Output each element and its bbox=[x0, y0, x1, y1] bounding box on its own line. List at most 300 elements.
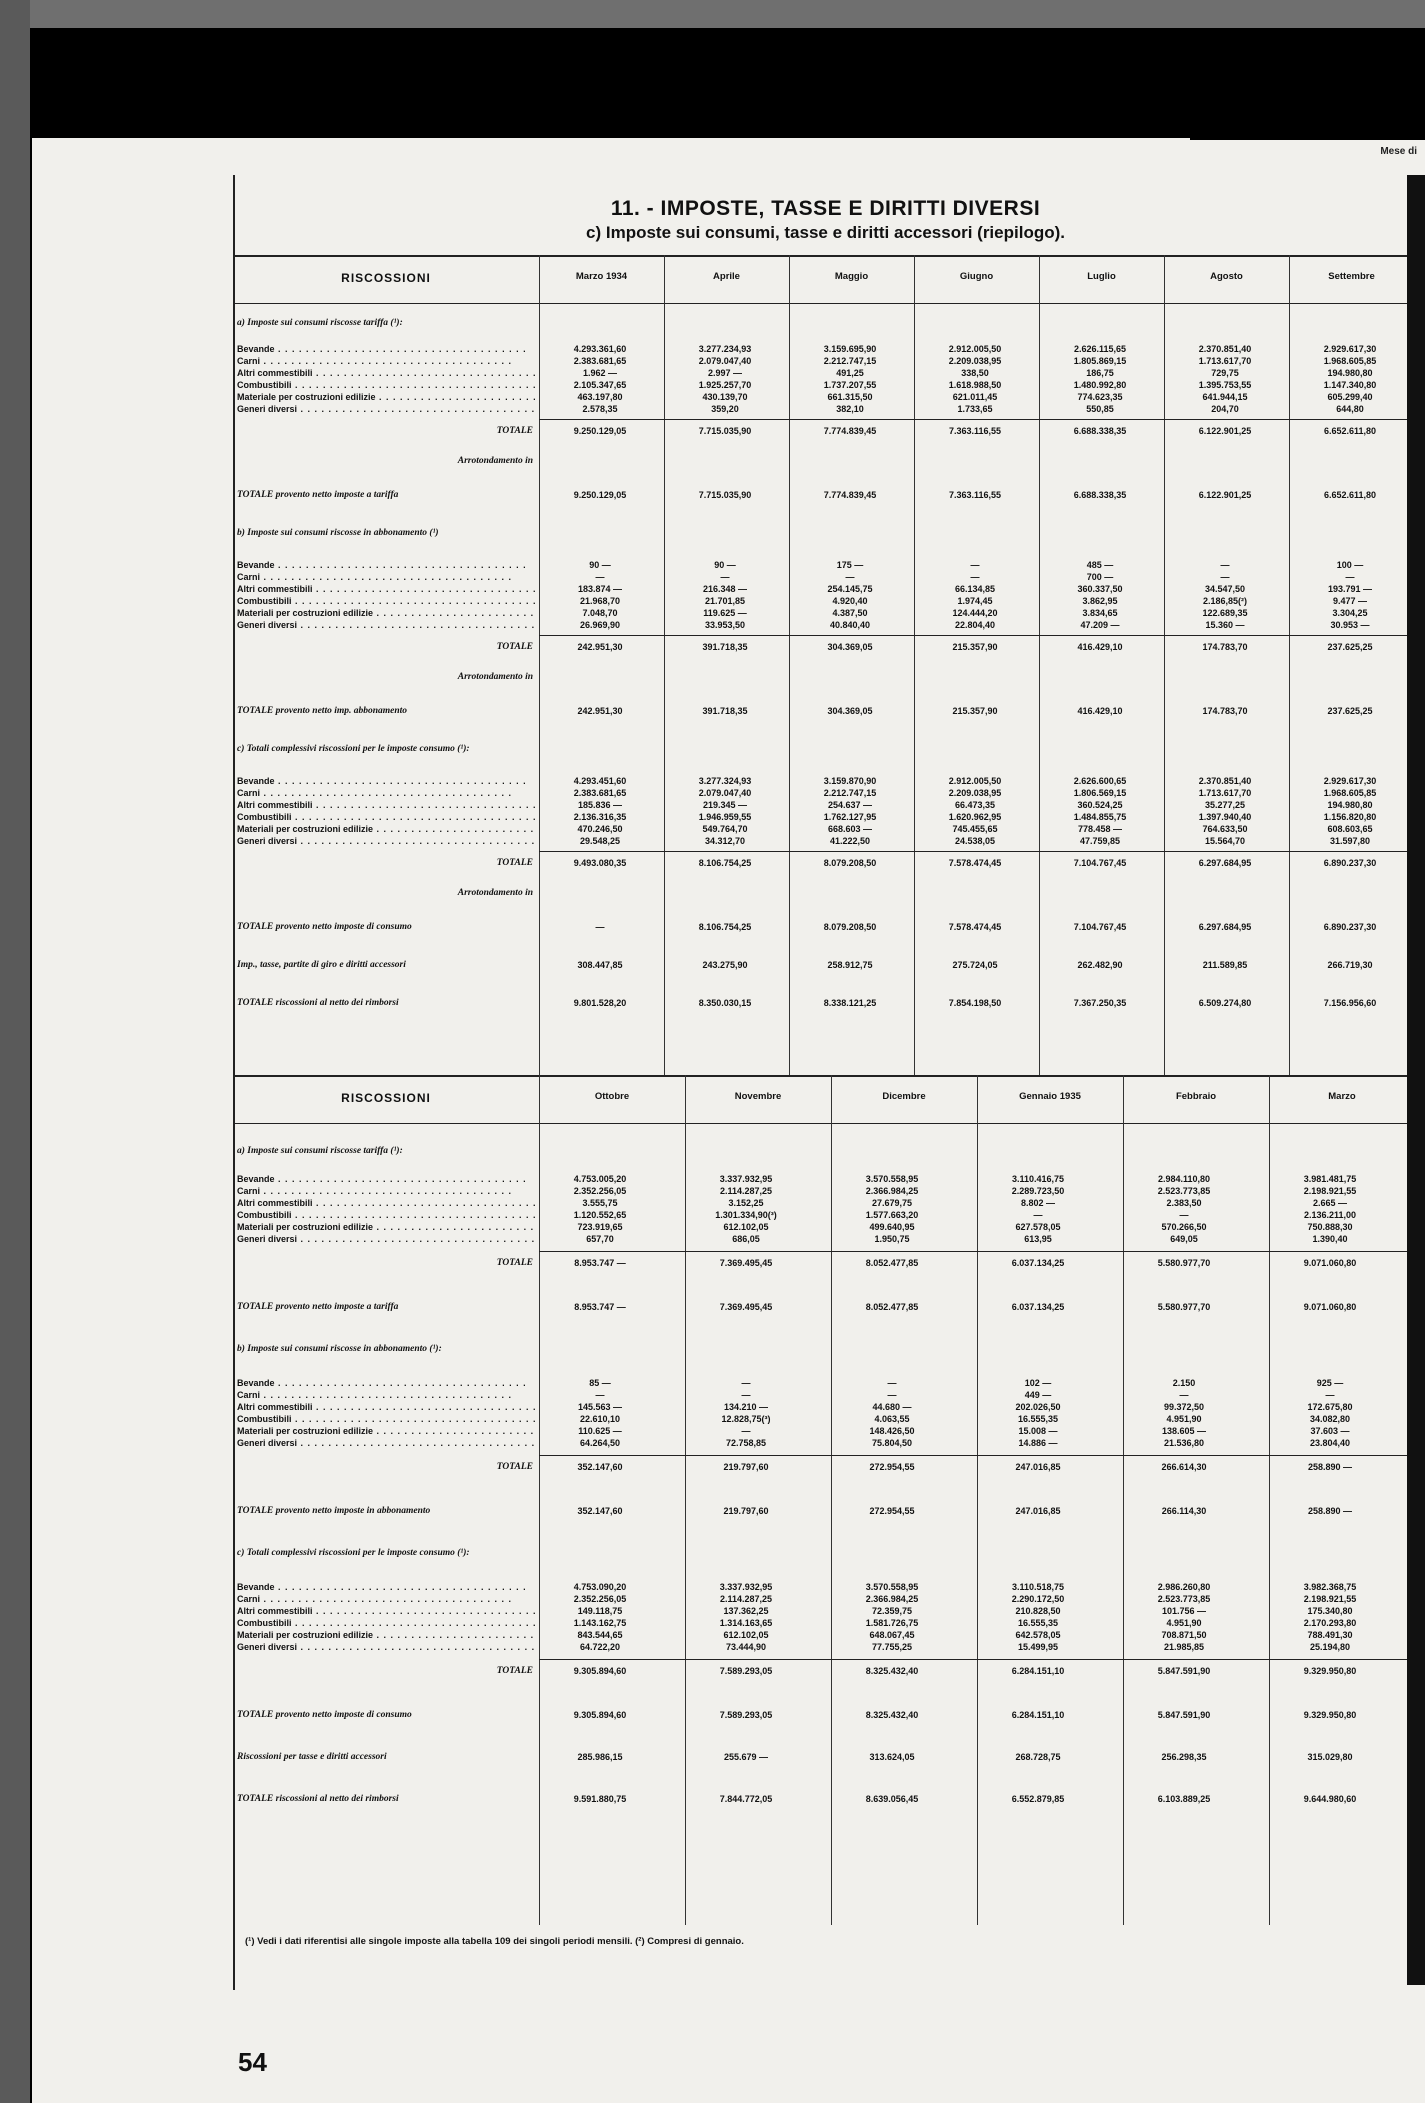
row-label: TOTALE provento netto imposte di consumo bbox=[237, 1710, 412, 1720]
table-cell: 2.114.287,25 bbox=[719, 1186, 773, 1196]
table-cell: 430.139,70 bbox=[702, 392, 748, 402]
table-row bbox=[233, 1377, 1418, 1389]
table-row bbox=[233, 671, 1418, 683]
row-label: b) Imposte sui consumi riscosse in abbonamento (¹) bbox=[237, 528, 439, 538]
row-label: TOTALE provento netto imposte a tariffa bbox=[237, 1302, 399, 1312]
table-cell: 4.753.090,20 bbox=[573, 1582, 627, 1592]
row-label: TOTALE riscossioni al netto dei rimborsi bbox=[237, 1794, 399, 1804]
table-cell: 2.352.256,05 bbox=[573, 1186, 627, 1196]
table-cell: 64.722,20 bbox=[579, 1642, 621, 1652]
table-cell: 255.679 — bbox=[723, 1752, 769, 1762]
table-cell: 605.299,40 bbox=[1327, 392, 1373, 402]
table-cell: 1.577.663,20 bbox=[865, 1210, 919, 1220]
table-cell: 304.369,05 bbox=[827, 642, 873, 652]
table-cell: 122.689,35 bbox=[1202, 608, 1248, 618]
table-cell: 247.016,85 bbox=[1015, 1506, 1061, 1516]
table-cell: 9.250.129,05 bbox=[573, 490, 627, 500]
row-label: TOTALE provento netto imp. abbonamento bbox=[237, 706, 408, 716]
table-cell: 843.544,65 bbox=[577, 1630, 623, 1640]
table-cell: 657,70 bbox=[586, 1234, 614, 1244]
table-cell: 9.305.894,60 bbox=[573, 1710, 627, 1720]
table-row bbox=[233, 1173, 1418, 1185]
table-cell: 416.429,10 bbox=[1077, 706, 1123, 716]
table-cell: 41.222,50 bbox=[829, 836, 871, 846]
table-cell: 7.844.772,05 bbox=[719, 1794, 773, 1804]
table-cell: 7.367.250,35 bbox=[1073, 998, 1127, 1008]
table-cell: 1.737.207,55 bbox=[823, 380, 877, 390]
table-cell: 268.728,75 bbox=[1015, 1752, 1061, 1762]
table-cell: 1.301.334,90(³) bbox=[715, 1210, 777, 1220]
table-cell: 382,10 bbox=[836, 404, 864, 414]
table-cell: 3.159.695,90 bbox=[823, 344, 877, 354]
table-row bbox=[233, 921, 1418, 933]
table-cell: 2.170.293,80 bbox=[1303, 1618, 1357, 1628]
table-row bbox=[233, 1461, 1418, 1473]
table-cell: 3.152,25 bbox=[728, 1198, 764, 1208]
table-cell: 1.484.855,75 bbox=[1073, 812, 1127, 822]
row-label: TOTALE bbox=[496, 1258, 533, 1268]
table-cell: 6.122.901,25 bbox=[1198, 490, 1252, 500]
table-row bbox=[233, 1629, 1418, 1641]
table-cell: 40.840,40 bbox=[829, 620, 871, 630]
table-cell: 925 — bbox=[1316, 1378, 1344, 1388]
table-cell: — bbox=[1033, 1210, 1043, 1220]
table-cell: 352.147,60 bbox=[577, 1506, 623, 1516]
table-cell: 8.052.477,85 bbox=[865, 1258, 919, 1268]
table-row bbox=[233, 1751, 1418, 1763]
table-cell: 2.150 bbox=[1172, 1378, 1196, 1388]
row-label: Generi diversi . . . bbox=[237, 835, 537, 847]
table-cell: 1.480.992,80 bbox=[1073, 380, 1127, 390]
table-cell: 1.620.962,95 bbox=[948, 812, 1002, 822]
table-cell: 2.626.115,65 bbox=[1073, 344, 1127, 354]
row-label: Carni . . . bbox=[237, 1185, 537, 1197]
table-row bbox=[233, 1641, 1418, 1653]
total-rule bbox=[539, 1659, 1415, 1660]
column-header: Gennaio 1935 bbox=[1019, 1091, 1081, 1102]
table-row bbox=[233, 367, 1418, 379]
table-cell: 642.578,05 bbox=[1015, 1630, 1061, 1640]
table-cell: 491,25 bbox=[836, 368, 864, 378]
table-cell: 35.277,25 bbox=[1204, 800, 1246, 810]
row-label: Altri commestibili . . . bbox=[237, 367, 537, 379]
table-row bbox=[233, 1425, 1418, 1437]
table-header bbox=[233, 1075, 1418, 1124]
table-cell: — bbox=[1220, 560, 1230, 570]
table-cell: 2.212.747,15 bbox=[823, 356, 877, 366]
table-cell: 391.718,35 bbox=[702, 706, 748, 716]
column-header: Ottobre bbox=[594, 1091, 630, 1102]
table-cell: 4.951,90 bbox=[1166, 1414, 1202, 1424]
table-cell: 2.366.984,25 bbox=[865, 1186, 919, 1196]
table-cell: 2.929.617,30 bbox=[1323, 776, 1377, 786]
table-cell: 8.325.432,40 bbox=[865, 1666, 919, 1676]
table-row bbox=[233, 355, 1418, 367]
table-cell: — bbox=[845, 572, 855, 582]
table-cell: 2.289.723,50 bbox=[1011, 1186, 1065, 1196]
table-cell: 2.209.038,95 bbox=[948, 356, 1002, 366]
table-cell: 266.614,30 bbox=[1161, 1462, 1207, 1472]
row-label: b) Imposte sui consumi riscosse in abbonamento (¹): bbox=[237, 1344, 442, 1354]
table-cell: 23.804,40 bbox=[1309, 1438, 1351, 1448]
table-cell: 7.589.293,05 bbox=[719, 1666, 773, 1676]
row-label: Riscossioni per tasse e diritti accessori bbox=[237, 1752, 387, 1762]
table-cell: 148.426,50 bbox=[869, 1426, 915, 1436]
row-label: TOTALE riscossioni al netto dei rimborsi bbox=[237, 998, 399, 1008]
row-label: Generi diversi . . . bbox=[237, 619, 537, 631]
table-cell: 2.523.773,85 bbox=[1157, 1186, 1211, 1196]
row-label: Carni . . . bbox=[237, 1389, 537, 1401]
table-cell: 6.103.889,25 bbox=[1157, 1794, 1211, 1804]
scan-edge-left bbox=[0, 0, 30, 2103]
table-row bbox=[233, 1185, 1418, 1197]
table-cell: 2.929.617,30 bbox=[1323, 344, 1377, 354]
table-cell: 8.953.747 — bbox=[574, 1302, 626, 1312]
table-cell: 308.447,85 bbox=[577, 960, 623, 970]
table-cell: 2.912.005,50 bbox=[948, 344, 1002, 354]
column-header: Settembre bbox=[1328, 271, 1375, 282]
table-cell: 258.890 — bbox=[1307, 1462, 1353, 1472]
table-cell: 621.011,45 bbox=[952, 392, 998, 402]
table-cell: 242.951,30 bbox=[577, 706, 623, 716]
table-row bbox=[233, 455, 1418, 467]
row-label: Bevande . . . bbox=[237, 775, 537, 787]
table-cell: 66.473,35 bbox=[954, 800, 996, 810]
table-cell: 7.589.293,05 bbox=[719, 1710, 773, 1720]
table-row bbox=[233, 1617, 1418, 1629]
table-cell: 1.143.162,75 bbox=[573, 1618, 627, 1628]
table-row bbox=[233, 1793, 1418, 1805]
row-label: Bevande . . . bbox=[237, 559, 537, 571]
table-cell: 7.048,70 bbox=[582, 608, 618, 618]
table-cell: 194.980,80 bbox=[1327, 800, 1373, 810]
table-cell: 2.186,85(²) bbox=[1202, 596, 1248, 606]
row-label: Altri commestibili . . . bbox=[237, 799, 537, 811]
table-cell: 764.633,50 bbox=[1202, 824, 1248, 834]
table-cell: 499.640,95 bbox=[869, 1222, 915, 1232]
table-cell: 194.980,80 bbox=[1327, 368, 1373, 378]
table-cell: 3.159.870,90 bbox=[823, 776, 877, 786]
row-label: Arrotondamento in bbox=[457, 672, 533, 682]
table-cell: 2.523.773,85 bbox=[1157, 1594, 1211, 1604]
table-cell: 6.552.879,85 bbox=[1011, 1794, 1065, 1804]
table-cell: 174.783,70 bbox=[1202, 642, 1248, 652]
total-rule bbox=[539, 1251, 1415, 1252]
table-row bbox=[233, 489, 1418, 501]
table-cell: 1.147.340,80 bbox=[1323, 380, 1377, 390]
table-cell: 7.369.495,45 bbox=[719, 1302, 773, 1312]
row-label: TOTALE bbox=[496, 858, 533, 868]
table-cell: 2.997 — bbox=[707, 368, 743, 378]
row-label: Generi diversi . . . bbox=[237, 1437, 537, 1449]
table-cell: 4.753.005,20 bbox=[573, 1174, 627, 1184]
table-row bbox=[233, 1257, 1418, 1269]
table-cell: 570.266,50 bbox=[1161, 1222, 1207, 1232]
table-cell: 16.555,35 bbox=[1017, 1618, 1059, 1628]
table-cell: 138.605 — bbox=[1161, 1426, 1207, 1436]
table-row bbox=[233, 775, 1418, 787]
table-cell: 4.951,90 bbox=[1166, 1618, 1202, 1628]
table-cell: 2.198.921,55 bbox=[1303, 1186, 1357, 1196]
table-cell: 668.603 — bbox=[827, 824, 873, 834]
table-row bbox=[233, 959, 1418, 971]
table-cell: 6.688.338,35 bbox=[1073, 490, 1127, 500]
column-header: Novembre bbox=[734, 1091, 782, 1102]
table-cell: 1.713.617,70 bbox=[1198, 356, 1252, 366]
table-top bbox=[233, 255, 1418, 1075]
table-cell: — bbox=[1345, 572, 1355, 582]
table-cell: 2.370.851,40 bbox=[1198, 776, 1252, 786]
table-cell: 110.625 — bbox=[578, 1426, 622, 1436]
page-title: 11. - IMPOSTE, TASSE E DIRITTI DIVERSI bbox=[610, 197, 1041, 220]
table-cell: 2.079.047,40 bbox=[698, 788, 752, 798]
table-cell: 100 — bbox=[1336, 560, 1364, 570]
table-cell: 210.828,50 bbox=[1015, 1606, 1061, 1616]
table-cell: 1.395.753,55 bbox=[1198, 380, 1252, 390]
row-label: TOTALE bbox=[496, 426, 533, 436]
table-cell: 15.499,95 bbox=[1017, 1642, 1059, 1652]
table-cell: 2.383,50 bbox=[1166, 1198, 1202, 1208]
row-label: Combustibili . . . bbox=[237, 1617, 537, 1629]
table-cell: — bbox=[741, 1390, 751, 1400]
table-cell: 7.774.839,45 bbox=[823, 490, 877, 500]
table-cell: 9.305.894,60 bbox=[573, 1666, 627, 1676]
table-cell: 2.209.038,95 bbox=[948, 788, 1002, 798]
table-cell: 613,95 bbox=[1024, 1234, 1052, 1244]
row-label: Bevande . . . bbox=[237, 1377, 537, 1389]
table-row bbox=[233, 607, 1418, 619]
table-cell: 8.802 — bbox=[1020, 1198, 1056, 1208]
table-row bbox=[233, 317, 1418, 329]
table-cell: 3.555,75 bbox=[582, 1198, 618, 1208]
table-cell: 2.383.681,65 bbox=[573, 356, 627, 366]
row-label: Bevande . . . bbox=[237, 1173, 537, 1185]
table-cell: 9.071.060,80 bbox=[1303, 1302, 1357, 1312]
table-cell: 2.136.316,35 bbox=[573, 812, 627, 822]
table-cell: 745.455,65 bbox=[952, 824, 998, 834]
table-cell: 2.578,35 bbox=[582, 404, 618, 414]
table-cell: 134.210 — bbox=[723, 1402, 769, 1412]
table-row bbox=[233, 1389, 1418, 1401]
table-row bbox=[233, 1665, 1418, 1677]
table-cell: 463.197,80 bbox=[577, 392, 623, 402]
table-cell: 216.348 — bbox=[702, 584, 748, 594]
row-label: Materiali per costruzioni edilizie . . . bbox=[237, 1425, 537, 1437]
table-cell: 9.801.528,20 bbox=[573, 998, 627, 1008]
table-cell: 485 — bbox=[1086, 560, 1114, 570]
table-row bbox=[233, 343, 1418, 355]
table-row bbox=[233, 1221, 1418, 1233]
table-cell: 124.444,20 bbox=[952, 608, 998, 618]
table-cell: 313.624,05 bbox=[869, 1752, 915, 1762]
table-cell: 4.063,55 bbox=[874, 1414, 910, 1424]
table-cell: 7.578.474,45 bbox=[948, 922, 1002, 932]
total-rule bbox=[539, 635, 1414, 636]
table-cell: 219.797,60 bbox=[723, 1506, 769, 1516]
table-row bbox=[233, 595, 1418, 607]
table-cell: 272.954,55 bbox=[869, 1462, 915, 1472]
row-label: Altri commestibili . . . bbox=[237, 1197, 537, 1209]
table-cell: 75.804,50 bbox=[871, 1438, 913, 1448]
table-cell: 175 — bbox=[836, 560, 864, 570]
table-cell: — bbox=[970, 572, 980, 582]
column-header: Luglio bbox=[1087, 271, 1116, 282]
table-cell: 1.974,45 bbox=[957, 596, 993, 606]
table-cell: — bbox=[887, 1390, 897, 1400]
table-cell: 72.758,85 bbox=[725, 1438, 767, 1448]
table-row bbox=[233, 583, 1418, 595]
table-cell: 30.953 — bbox=[1330, 620, 1370, 630]
table-cell: 262.482,90 bbox=[1077, 960, 1123, 970]
table-cell: 1.314.163,65 bbox=[719, 1618, 773, 1628]
table-cell: 6.890.237,30 bbox=[1323, 922, 1377, 932]
table-cell: 211.589,85 bbox=[1202, 960, 1248, 970]
table-cell: 661.315,50 bbox=[827, 392, 873, 402]
table-cell: 2.105.347,65 bbox=[573, 380, 627, 390]
table-cell: 1.950,75 bbox=[874, 1234, 910, 1244]
table-cell: — bbox=[1220, 572, 1230, 582]
table-cell: 1.962 — bbox=[582, 368, 618, 378]
table-cell: 391.718,35 bbox=[702, 642, 748, 652]
table-cell: 470.246,50 bbox=[577, 824, 623, 834]
row-label: Generi diversi . . . bbox=[237, 403, 537, 415]
table-cell: 3.981.481,75 bbox=[1303, 1174, 1357, 1184]
table-cell: 219.345 — bbox=[702, 800, 748, 810]
table-cell: 6.037.134,25 bbox=[1011, 1302, 1065, 1312]
table-cell: 1.618.988,50 bbox=[948, 380, 1002, 390]
table-cell: 360.337,50 bbox=[1077, 584, 1123, 594]
table-cell: 254.637 — bbox=[827, 800, 873, 810]
row-label: Carni . . . bbox=[237, 787, 537, 799]
table-header bbox=[233, 255, 1418, 304]
row-label: Materiali per costruzioni edilizie . . . bbox=[237, 1221, 537, 1233]
header-label: RISCOSSIONI bbox=[341, 271, 431, 285]
row-label: Altri commestibili . . . bbox=[237, 1605, 537, 1617]
row-label: Materiali per costruzioni edilizie . . . bbox=[237, 607, 537, 619]
table-cell: 64.264,50 bbox=[579, 1438, 621, 1448]
table-cell: 22.610,10 bbox=[579, 1414, 621, 1424]
table-cell: 2.383.681,65 bbox=[573, 788, 627, 798]
table-row bbox=[233, 1709, 1418, 1721]
column-header: Dicembre bbox=[882, 1091, 926, 1102]
table-cell: 1.968.605,85 bbox=[1323, 788, 1377, 798]
column-header: Aprile bbox=[713, 271, 740, 282]
row-label: Bevande . . . bbox=[237, 1581, 537, 1593]
row-label: Combustibili . . . bbox=[237, 379, 537, 391]
table-cell: 15.008 — bbox=[1018, 1426, 1058, 1436]
table-cell: 6.297.684,95 bbox=[1198, 922, 1252, 932]
table-cell: 1.156.820,80 bbox=[1323, 812, 1377, 822]
footnote: (¹) Vedi i dati riferentisi alle singole imposte alla tabella 109 dei singoli periodi mensili. (²) Compresi di gennaio. bbox=[245, 1936, 744, 1947]
table-cell: 242.951,30 bbox=[577, 642, 623, 652]
table-cell: 145.563 — bbox=[577, 1402, 623, 1412]
table-row bbox=[233, 743, 1418, 755]
table-cell: 338,50 bbox=[961, 368, 989, 378]
table-row bbox=[233, 379, 1418, 391]
table-cell: 285.986,15 bbox=[577, 1752, 623, 1762]
table-cell: 7.715.035,90 bbox=[698, 490, 752, 500]
row-label: TOTALE bbox=[496, 642, 533, 652]
table-row bbox=[233, 1437, 1418, 1449]
table-cell: 8.079.208,50 bbox=[823, 922, 877, 932]
row-label: Generi diversi . . . bbox=[237, 1233, 537, 1245]
table-cell: 73.444,90 bbox=[725, 1642, 767, 1652]
table-cell: 6.284.151,10 bbox=[1011, 1666, 1065, 1676]
table-cell: 21.985,85 bbox=[1163, 1642, 1205, 1652]
table-cell: 2.366.984,25 bbox=[865, 1594, 919, 1604]
table-cell: 14.886 — bbox=[1018, 1438, 1058, 1448]
table-cell: 186,75 bbox=[1086, 368, 1114, 378]
table-cell: — bbox=[1179, 1390, 1189, 1400]
table-cell: 416.429,10 bbox=[1077, 642, 1123, 652]
table-cell: 34.312,70 bbox=[704, 836, 746, 846]
row-label: Bevande . . . bbox=[237, 343, 537, 355]
table-cell: 1.946.959,55 bbox=[698, 812, 752, 822]
table-cell: 185.836 — bbox=[577, 800, 623, 810]
table-cell: 612.102,05 bbox=[723, 1222, 769, 1232]
page-subtitle: c) Imposte sui consumi, tasse e diritti accessori (riepilogo). bbox=[586, 223, 1065, 242]
row-label: Carni . . . bbox=[237, 571, 537, 583]
table-row bbox=[233, 1593, 1418, 1605]
table-cell: 549.764,70 bbox=[702, 824, 748, 834]
table-cell: — bbox=[970, 560, 980, 570]
table-cell: 729,75 bbox=[1211, 368, 1239, 378]
table-cell: — bbox=[595, 572, 605, 582]
table-cell: 649,05 bbox=[1170, 1234, 1198, 1244]
table-cell: 2.114.287,25 bbox=[719, 1594, 773, 1604]
table-cell: 8.052.477,85 bbox=[865, 1302, 919, 1312]
table-cell: 215.357,90 bbox=[952, 642, 998, 652]
table-cell: 1.390,40 bbox=[1312, 1234, 1348, 1244]
table-row bbox=[233, 1209, 1418, 1221]
table-cell: 315.029,80 bbox=[1307, 1752, 1353, 1762]
table-cell: 1.762.127,95 bbox=[823, 812, 877, 822]
table-row bbox=[233, 1301, 1418, 1313]
table-cell: 47.209 — bbox=[1080, 620, 1120, 630]
column-header: Agosto bbox=[1210, 271, 1243, 282]
total-rule bbox=[539, 1455, 1415, 1456]
table-cell: 8.350.030,15 bbox=[698, 998, 752, 1008]
table-cell: 778.458 — bbox=[1077, 824, 1123, 834]
table-cell: 612.102,05 bbox=[723, 1630, 769, 1640]
table-cell: 8.338.121,25 bbox=[823, 998, 877, 1008]
table-cell: 608.603,65 bbox=[1327, 824, 1373, 834]
table-cell: 1.968.605,85 bbox=[1323, 356, 1377, 366]
row-label: Combustibili . . . bbox=[237, 1413, 537, 1425]
table-cell: 700 — bbox=[1086, 572, 1114, 582]
table-cell: 6.509.274,80 bbox=[1198, 998, 1252, 1008]
row-label: Combustibili . . . bbox=[237, 1209, 537, 1221]
table-row bbox=[233, 1197, 1418, 1209]
table-cell: 272.954,55 bbox=[869, 1506, 915, 1516]
table-cell: 6.652.611,80 bbox=[1323, 490, 1377, 500]
table-cell: — bbox=[887, 1378, 897, 1388]
table-row bbox=[233, 1401, 1418, 1413]
table-cell: 9.477 — bbox=[1332, 596, 1368, 606]
table-cell: 90 — bbox=[589, 560, 611, 570]
table-cell: 686,05 bbox=[732, 1234, 760, 1244]
table-cell: 9.329.950,80 bbox=[1303, 1710, 1357, 1720]
row-label: a) Imposte sui consumi riscosse tariffa (¹): bbox=[237, 318, 403, 328]
row-label: TOTALE bbox=[496, 1462, 533, 1472]
table-row bbox=[233, 811, 1418, 823]
table-cell: 2.370.851,40 bbox=[1198, 344, 1252, 354]
row-label: Arrotondamento in bbox=[457, 888, 533, 898]
row-label: TOTALE bbox=[496, 1666, 533, 1676]
table-cell: — bbox=[741, 1426, 751, 1436]
row-label: c) Totali complessivi riscossioni per le imposte consumo (¹): bbox=[237, 744, 470, 754]
table-cell: 102 — bbox=[1024, 1378, 1052, 1388]
